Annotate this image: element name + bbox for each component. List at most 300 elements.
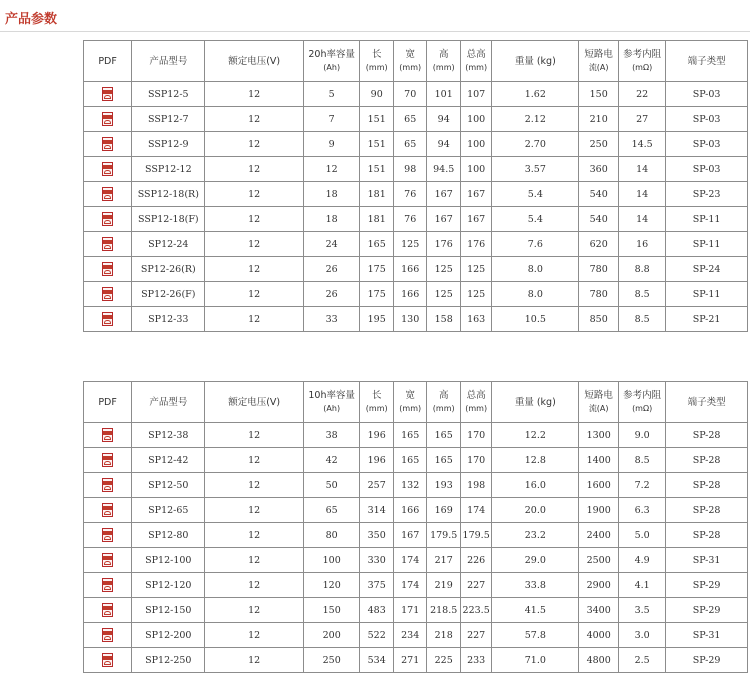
- cell-total-height: 227: [460, 623, 491, 648]
- cell-capacity: 42: [303, 448, 360, 473]
- cell-width: 166: [393, 282, 427, 307]
- header-width: [393, 382, 427, 423]
- cell-length: 257: [360, 473, 394, 498]
- cell-weight: 10.5: [492, 307, 579, 332]
- cell-short-circuit: 4800: [579, 648, 619, 673]
- cell-pdf: [84, 573, 132, 598]
- cell-total-height: 223.5: [460, 598, 491, 623]
- cell-model: SSP12-18(F): [132, 207, 205, 232]
- header-length: [360, 41, 394, 82]
- cell-width: 76: [393, 182, 427, 207]
- cell-resistance: 6.3: [619, 498, 666, 523]
- cell-total-height: 167: [460, 182, 491, 207]
- cell-length: 151: [360, 157, 394, 182]
- cell-terminal: SP-28: [666, 523, 748, 548]
- table-row: [84, 498, 748, 523]
- cell-pdf: [84, 232, 132, 257]
- cell-voltage: 12: [205, 623, 303, 648]
- cell-resistance: 5.0: [619, 523, 666, 548]
- pdf-icon[interactable]: [102, 287, 114, 302]
- cell-terminal: SP-31: [666, 623, 748, 648]
- cell-height: 125: [427, 282, 461, 307]
- cell-pdf: [84, 257, 132, 282]
- header-height-label: 高: [438, 49, 449, 60]
- cell-height: 218.5: [427, 598, 461, 623]
- cell-width: 65: [393, 107, 427, 132]
- cell-weight: 33.8: [492, 573, 579, 598]
- cell-length: 350: [360, 523, 394, 548]
- cell-total-height: 174: [460, 498, 491, 523]
- cell-length: 181: [360, 207, 394, 232]
- spec-table-20h: [83, 40, 748, 332]
- cell-capacity: 18: [303, 182, 360, 207]
- cell-weight: 57.8: [492, 623, 579, 648]
- pdf-icon[interactable]: [102, 87, 114, 102]
- cell-short-circuit: 210: [579, 107, 619, 132]
- cell-capacity: 5: [303, 82, 360, 107]
- cell-weight: 8.0: [492, 257, 579, 282]
- table-row: [84, 82, 748, 107]
- cell-terminal: SP-31: [666, 548, 748, 573]
- header-short-circuit-unit: 流(A): [588, 404, 609, 413]
- header-total-height-label: 总高: [466, 49, 486, 60]
- header-width: [393, 41, 427, 82]
- cell-height: 94.5: [427, 157, 461, 182]
- cell-capacity: 38: [303, 423, 360, 448]
- table-row: [84, 448, 748, 473]
- cell-model: SP12-26(F): [132, 282, 205, 307]
- cell-model: SP12-38: [132, 423, 205, 448]
- pdf-icon[interactable]: [102, 112, 114, 127]
- table-row: [84, 573, 748, 598]
- cell-terminal: SP-28: [666, 423, 748, 448]
- header-capacity-unit: (Ah): [323, 63, 341, 72]
- cell-total-height: 100: [460, 157, 491, 182]
- cell-capacity: 18: [303, 207, 360, 232]
- table-row: [84, 282, 748, 307]
- cell-terminal: SP-29: [666, 598, 748, 623]
- cell-terminal: SP-11: [666, 282, 748, 307]
- cell-voltage: 12: [205, 573, 303, 598]
- cell-width: 130: [393, 307, 427, 332]
- header-pdf: [84, 382, 132, 423]
- cell-resistance: 7.2: [619, 473, 666, 498]
- header-height-label: 高: [438, 390, 449, 401]
- cell-pdf: [84, 623, 132, 648]
- pdf-icon[interactable]: [102, 428, 114, 443]
- cell-weight: 5.4: [492, 182, 579, 207]
- cell-resistance: 14.5: [619, 132, 666, 157]
- header-length-unit: (mm): [365, 63, 388, 72]
- cell-length: 151: [360, 132, 394, 157]
- cell-total-height: 100: [460, 132, 491, 157]
- header-pdf: [84, 41, 132, 82]
- cell-height: 217: [427, 548, 461, 573]
- header-capacity-label: 10h率容量: [308, 390, 355, 401]
- cell-model: SP12-80: [132, 523, 205, 548]
- cell-height: 165: [427, 448, 461, 473]
- header-voltage: [205, 41, 303, 82]
- title-divider: [0, 31, 750, 32]
- cell-voltage: 12: [205, 257, 303, 282]
- pdf-icon[interactable]: [102, 503, 114, 518]
- cell-width: 125: [393, 232, 427, 257]
- table-row: [84, 598, 748, 623]
- cell-short-circuit: 2900: [579, 573, 619, 598]
- cell-short-circuit: 3400: [579, 598, 619, 623]
- cell-voltage: 12: [205, 473, 303, 498]
- table-row: [84, 232, 748, 257]
- cell-weight: 7.6: [492, 232, 579, 257]
- table-row: [84, 307, 748, 332]
- cell-height: 176: [427, 232, 461, 257]
- cell-model: SP12-120: [132, 573, 205, 598]
- cell-voltage: 12: [205, 82, 303, 107]
- cell-voltage: 12: [205, 157, 303, 182]
- cell-length: 90: [360, 82, 394, 107]
- header-width-label: 宽: [405, 390, 415, 401]
- header-model: [132, 41, 205, 82]
- cell-model: SSP12-12: [132, 157, 205, 182]
- header-total-height: [460, 41, 491, 82]
- header-short-circuit-unit: 流(A): [588, 63, 609, 72]
- pdf-icon[interactable]: [102, 578, 114, 593]
- cell-short-circuit: 780: [579, 282, 619, 307]
- header-voltage-label: 额定电压(V): [228, 55, 281, 67]
- cell-capacity: 200: [303, 623, 360, 648]
- cell-pdf: [84, 182, 132, 207]
- cell-length: 151: [360, 107, 394, 132]
- cell-resistance: 14: [619, 207, 666, 232]
- pdf-icon[interactable]: [102, 162, 114, 177]
- pdf-icon[interactable]: [102, 212, 114, 227]
- cell-resistance: 22: [619, 82, 666, 107]
- cell-total-height: 167: [460, 207, 491, 232]
- cell-terminal: SP-11: [666, 232, 748, 257]
- cell-voltage: 12: [205, 423, 303, 448]
- cell-capacity: 26: [303, 257, 360, 282]
- cell-pdf: [84, 473, 132, 498]
- cell-capacity: 7: [303, 107, 360, 132]
- cell-height: 94: [427, 132, 461, 157]
- cell-length: 483: [360, 598, 394, 623]
- cell-pdf: [84, 548, 132, 573]
- cell-model: SP12-200: [132, 623, 205, 648]
- cell-total-height: 163: [460, 307, 491, 332]
- header-voltage: [205, 382, 303, 423]
- cell-length: 196: [360, 423, 394, 448]
- cell-model: SP12-250: [132, 648, 205, 673]
- cell-short-circuit: 540: [579, 207, 619, 232]
- cell-height: 219: [427, 573, 461, 598]
- cell-short-circuit: 360: [579, 157, 619, 182]
- cell-width: 166: [393, 498, 427, 523]
- cell-pdf: [84, 307, 132, 332]
- header-length: [360, 382, 394, 423]
- cell-short-circuit: 250: [579, 132, 619, 157]
- cell-height: 218: [427, 623, 461, 648]
- cell-weight: 29.0: [492, 548, 579, 573]
- cell-short-circuit: 620: [579, 232, 619, 257]
- cell-width: 174: [393, 573, 427, 598]
- header-short-circuit-label: 短路电: [584, 49, 613, 60]
- cell-width: 271: [393, 648, 427, 673]
- cell-total-height: 107: [460, 82, 491, 107]
- cell-capacity: 12: [303, 157, 360, 182]
- cell-width: 165: [393, 423, 427, 448]
- cell-pdf: [84, 282, 132, 307]
- cell-model: SP12-26(R): [132, 257, 205, 282]
- cell-voltage: 12: [205, 307, 303, 332]
- cell-voltage: 12: [205, 598, 303, 623]
- header-height-unit: (mm): [432, 63, 455, 72]
- cell-width: 174: [393, 548, 427, 573]
- header-row: [84, 41, 748, 82]
- pdf-icon[interactable]: [102, 528, 114, 543]
- cell-terminal: SP-29: [666, 573, 748, 598]
- cell-short-circuit: 150: [579, 82, 619, 107]
- header-resistance-unit: (mΩ): [632, 63, 653, 72]
- cell-capacity: 100: [303, 548, 360, 573]
- cell-height: 167: [427, 182, 461, 207]
- header-voltage-label: 额定电压(V): [228, 396, 281, 408]
- cell-short-circuit: 850: [579, 307, 619, 332]
- pdf-icon[interactable]: [102, 312, 114, 327]
- cell-width: 234: [393, 623, 427, 648]
- cell-voltage: 12: [205, 648, 303, 673]
- cell-length: 175: [360, 282, 394, 307]
- cell-model: SSP12-18(R): [132, 182, 205, 207]
- cell-terminal: SP-29: [666, 648, 748, 673]
- cell-pdf: [84, 132, 132, 157]
- cell-resistance: 4.1: [619, 573, 666, 598]
- pdf-icon[interactable]: [102, 187, 114, 202]
- cell-pdf: [84, 523, 132, 548]
- header-row: [84, 382, 748, 423]
- header-total-height-label: 总高: [466, 390, 486, 401]
- pdf-icon[interactable]: [102, 653, 114, 668]
- cell-weight: 23.2: [492, 523, 579, 548]
- header-total-height-unit: (mm): [465, 404, 488, 413]
- cell-terminal: SP-28: [666, 448, 748, 473]
- cell-pdf: [84, 82, 132, 107]
- cell-voltage: 12: [205, 232, 303, 257]
- cell-width: 167: [393, 523, 427, 548]
- table-row: [84, 257, 748, 282]
- cell-voltage: 12: [205, 498, 303, 523]
- cell-capacity: 80: [303, 523, 360, 548]
- header-resistance: [619, 382, 666, 423]
- cell-weight: 16.0: [492, 473, 579, 498]
- cell-capacity: 150: [303, 598, 360, 623]
- pdf-icon[interactable]: [102, 628, 114, 643]
- header-capacity-label: 20h率容量: [308, 49, 355, 60]
- cell-width: 171: [393, 598, 427, 623]
- cell-length: 534: [360, 648, 394, 673]
- cell-model: SP12-33: [132, 307, 205, 332]
- pdf-icon[interactable]: [102, 137, 114, 152]
- cell-weight: 20.0: [492, 498, 579, 523]
- cell-model: SSP12-9: [132, 132, 205, 157]
- pdf-icon[interactable]: [102, 237, 114, 252]
- cell-total-height: 179.5: [460, 523, 491, 548]
- cell-model: SP12-42: [132, 448, 205, 473]
- header-model-label: 产品型号: [149, 396, 188, 408]
- cell-voltage: 12: [205, 182, 303, 207]
- cell-voltage: 12: [205, 107, 303, 132]
- table-row: [84, 182, 748, 207]
- cell-terminal: SP-23: [666, 182, 748, 207]
- cell-resistance: 16: [619, 232, 666, 257]
- cell-height: 169: [427, 498, 461, 523]
- cell-model: SSP12-7: [132, 107, 205, 132]
- cell-model: SP12-150: [132, 598, 205, 623]
- cell-height: 167: [427, 207, 461, 232]
- cell-height: 179.5: [427, 523, 461, 548]
- cell-short-circuit: 780: [579, 257, 619, 282]
- cell-total-height: 226: [460, 548, 491, 573]
- cell-width: 98: [393, 157, 427, 182]
- cell-resistance: 14: [619, 157, 666, 182]
- cell-weight: 5.4: [492, 207, 579, 232]
- cell-length: 195: [360, 307, 394, 332]
- cell-height: 225: [427, 648, 461, 673]
- header-length-label: 长: [371, 49, 382, 60]
- header-height-unit: (mm): [432, 404, 455, 413]
- cell-resistance: 8.8: [619, 257, 666, 282]
- cell-pdf: [84, 498, 132, 523]
- header-model: [132, 382, 205, 423]
- header-resistance-label: 参考内阻: [623, 49, 662, 60]
- cell-resistance: 8.5: [619, 307, 666, 332]
- cell-short-circuit: 1900: [579, 498, 619, 523]
- pdf-icon[interactable]: [102, 553, 114, 568]
- header-terminal: [666, 41, 748, 82]
- cell-resistance: 8.5: [619, 282, 666, 307]
- table-row: [84, 473, 748, 498]
- cell-height: 158: [427, 307, 461, 332]
- cell-terminal: SP-03: [666, 107, 748, 132]
- cell-short-circuit: 2400: [579, 523, 619, 548]
- cell-height: 193: [427, 473, 461, 498]
- cell-width: 70: [393, 82, 427, 107]
- cell-total-height: 100: [460, 107, 491, 132]
- cell-height: 125: [427, 257, 461, 282]
- cell-weight: 41.5: [492, 598, 579, 623]
- header-pdf-label: PDF: [98, 396, 117, 408]
- cell-voltage: 12: [205, 132, 303, 157]
- table-row: [84, 423, 748, 448]
- cell-weight: 12.2: [492, 423, 579, 448]
- cell-resistance: 2.5: [619, 648, 666, 673]
- cell-pdf: [84, 448, 132, 473]
- cell-weight: 71.0: [492, 648, 579, 673]
- cell-pdf: [84, 207, 132, 232]
- table-row: [84, 623, 748, 648]
- cell-model: SSP12-5: [132, 82, 205, 107]
- cell-short-circuit: 2500: [579, 548, 619, 573]
- cell-total-height: 233: [460, 648, 491, 673]
- cell-length: 375: [360, 573, 394, 598]
- header-weight: [492, 382, 579, 423]
- header-capacity: [303, 41, 360, 82]
- pdf-icon[interactable]: [102, 453, 114, 468]
- cell-width: 132: [393, 473, 427, 498]
- cell-voltage: 12: [205, 207, 303, 232]
- cell-voltage: 12: [205, 282, 303, 307]
- cell-length: 196: [360, 448, 394, 473]
- pdf-icon[interactable]: [102, 478, 114, 493]
- cell-capacity: 26: [303, 282, 360, 307]
- header-weight-label: 重量 (kg): [514, 396, 556, 408]
- cell-capacity: 33: [303, 307, 360, 332]
- header-resistance: [619, 41, 666, 82]
- header-width-unit: (mm): [399, 63, 422, 72]
- header-height: [427, 382, 461, 423]
- cell-width: 165: [393, 448, 427, 473]
- cell-pdf: [84, 107, 132, 132]
- cell-capacity: 9: [303, 132, 360, 157]
- cell-total-height: 170: [460, 448, 491, 473]
- table-row: [84, 523, 748, 548]
- page-title: 产品参数: [5, 12, 58, 27]
- cell-terminal: SP-03: [666, 132, 748, 157]
- cell-terminal: SP-28: [666, 498, 748, 523]
- header-capacity: [303, 382, 360, 423]
- cell-short-circuit: 1300: [579, 423, 619, 448]
- cell-height: 94: [427, 107, 461, 132]
- header-width-unit: (mm): [399, 404, 422, 413]
- cell-model: SP12-65: [132, 498, 205, 523]
- cell-terminal: SP-03: [666, 82, 748, 107]
- header-total-height-unit: (mm): [465, 63, 488, 72]
- cell-total-height: 176: [460, 232, 491, 257]
- cell-weight: 8.0: [492, 282, 579, 307]
- cell-model: SP12-50: [132, 473, 205, 498]
- cell-terminal: SP-03: [666, 157, 748, 182]
- table-row: [84, 132, 748, 157]
- cell-weight: 2.70: [492, 132, 579, 157]
- table-row: [84, 207, 748, 232]
- header-height: [427, 41, 461, 82]
- header-weight-label: 重量 (kg): [514, 55, 556, 67]
- cell-total-height: 170: [460, 423, 491, 448]
- cell-total-height: 198: [460, 473, 491, 498]
- pdf-icon[interactable]: [102, 603, 114, 618]
- header-length-label: 长: [371, 390, 382, 401]
- table-row: [84, 548, 748, 573]
- pdf-icon[interactable]: [102, 262, 114, 277]
- cell-short-circuit: 1600: [579, 473, 619, 498]
- cell-total-height: 125: [460, 282, 491, 307]
- cell-resistance: 4.9: [619, 548, 666, 573]
- cell-weight: 3.57: [492, 157, 579, 182]
- cell-pdf: [84, 648, 132, 673]
- table-row: [84, 157, 748, 182]
- header-terminal-label: 端子类型: [687, 55, 726, 67]
- cell-width: 166: [393, 257, 427, 282]
- header-capacity-unit: (Ah): [323, 404, 341, 413]
- cell-capacity: 250: [303, 648, 360, 673]
- cell-voltage: 12: [205, 548, 303, 573]
- cell-terminal: SP-24: [666, 257, 748, 282]
- cell-height: 165: [427, 423, 461, 448]
- header-length-unit: (mm): [365, 404, 388, 413]
- cell-capacity: 65: [303, 498, 360, 523]
- cell-resistance: 9.0: [619, 423, 666, 448]
- header-total-height: [460, 382, 491, 423]
- cell-weight: 12.8: [492, 448, 579, 473]
